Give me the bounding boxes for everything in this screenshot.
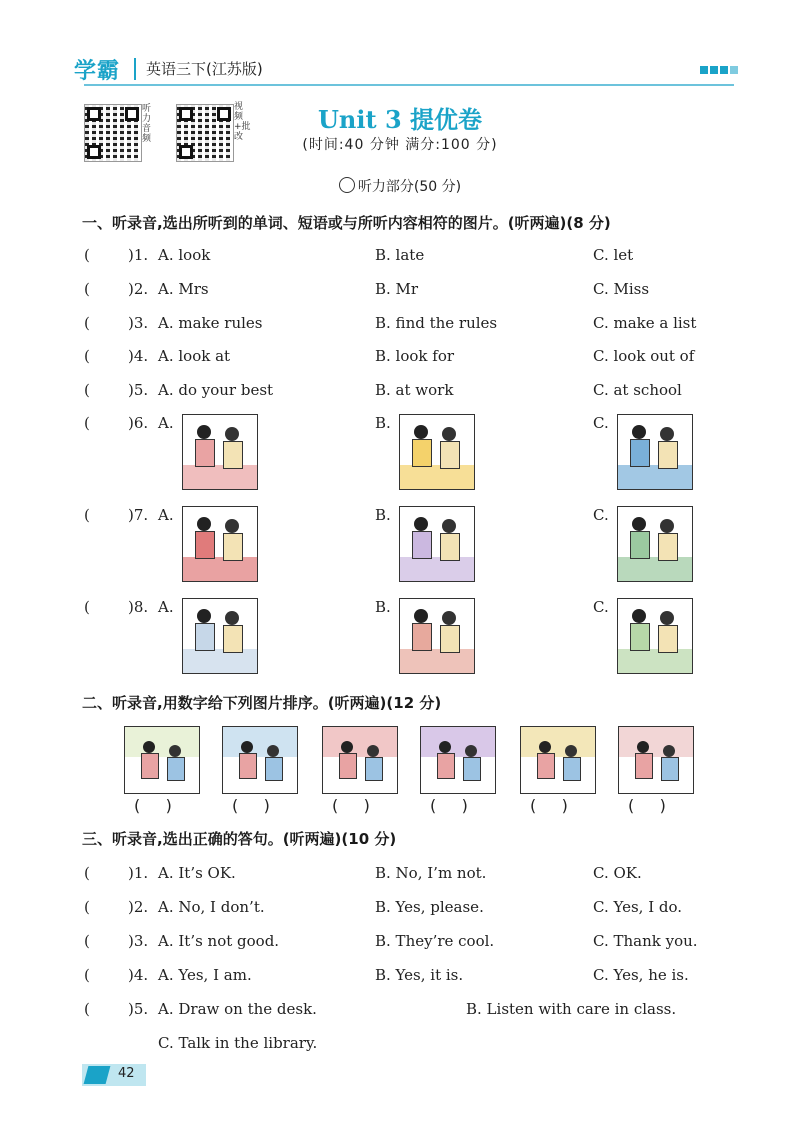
option-b: B. No, I’m not. xyxy=(375,864,487,882)
section-1-heading: 一、听录音,选出所听到的单词、短语或与所听内容相符的图片。(听两遍)(8 分) xyxy=(82,214,611,232)
question-number: )6. xyxy=(128,414,149,432)
question-row xyxy=(0,966,800,988)
question-number: )8. xyxy=(128,598,149,616)
header-square xyxy=(720,66,728,74)
option-b-label: B. xyxy=(375,414,391,432)
sequence-blank[interactable]: ( ) xyxy=(530,796,568,815)
option-c: C. Talk in the library. xyxy=(158,1034,318,1052)
header-rule xyxy=(84,84,734,86)
option-a: A. make rules xyxy=(158,314,263,332)
option-c: C. look out of xyxy=(593,347,695,365)
sequence-picture xyxy=(322,726,398,794)
answer-paren[interactable]: ( xyxy=(84,314,90,332)
question-number: )2. xyxy=(128,280,149,298)
option-picture[interactable] xyxy=(617,414,693,490)
qr-label-audio: 听力音频 xyxy=(142,104,152,144)
question-number: )7. xyxy=(128,506,149,524)
option-picture[interactable] xyxy=(182,414,258,490)
option-c-label: C. xyxy=(593,414,609,432)
option-c: C. Yes, I do. xyxy=(593,898,683,916)
option-c-label: C. xyxy=(593,506,609,524)
option-a: A. No, I don’t. xyxy=(158,898,265,916)
option-picture[interactable] xyxy=(399,414,475,490)
question-number: )4. xyxy=(128,966,149,984)
sequence-blank[interactable]: ( ) xyxy=(430,796,468,815)
option-a-label: A. xyxy=(158,506,174,524)
question-row xyxy=(0,347,800,369)
option-picture[interactable] xyxy=(617,506,693,582)
answer-paren[interactable]: ( xyxy=(84,864,90,882)
question-number: )2. xyxy=(128,898,149,916)
page-title: Unit 3 提优卷 xyxy=(318,105,482,134)
option-b: B. Mr xyxy=(375,280,419,298)
option-a: A. It’s not good. xyxy=(158,932,280,950)
option-a: A. Draw on the desk. xyxy=(158,1000,317,1018)
option-c: C. OK. xyxy=(593,864,642,882)
part-heading: 听力部分(50 分) xyxy=(0,176,800,196)
option-c: C. at school xyxy=(593,381,682,399)
option-a-label: A. xyxy=(158,414,174,432)
answer-paren[interactable]: ( xyxy=(84,932,90,950)
question-row xyxy=(0,864,800,886)
question-row xyxy=(0,932,800,954)
sequence-picture xyxy=(222,726,298,794)
qr-label-video: 视频+批改 xyxy=(234,102,251,142)
option-a: A. It’s OK. xyxy=(158,864,236,882)
question-number: )1. xyxy=(128,864,149,882)
answer-paren[interactable]: ( xyxy=(84,414,90,432)
question-row xyxy=(0,898,800,920)
question-row xyxy=(0,246,800,268)
option-b: B. late xyxy=(375,246,425,264)
answer-paren[interactable]: ( xyxy=(84,506,90,524)
option-c: C. Yes, he is. xyxy=(593,966,689,984)
option-a: A. do your best xyxy=(158,381,274,399)
sequence-picture xyxy=(420,726,496,794)
answer-paren[interactable]: ( xyxy=(84,347,90,365)
option-b: B. Yes, please. xyxy=(375,898,484,916)
answer-paren[interactable]: ( xyxy=(84,246,90,264)
question-number: )1. xyxy=(128,246,149,264)
option-c-label: C. xyxy=(593,598,609,616)
option-a: A. Yes, I am. xyxy=(158,966,252,984)
option-c: C. Miss xyxy=(593,280,650,298)
option-b: B. look for xyxy=(375,347,455,365)
option-b: B. at work xyxy=(375,381,454,399)
sequence-blank[interactable]: ( ) xyxy=(332,796,370,815)
answer-paren[interactable]: ( xyxy=(84,966,90,984)
option-b-label: B. xyxy=(375,506,391,524)
option-a: A. Mrs xyxy=(158,280,209,298)
exam-info: (时间:40 分钟 满分:100 分) xyxy=(302,137,498,153)
question-row xyxy=(0,1000,800,1022)
sequence-picture xyxy=(124,726,200,794)
option-picture[interactable] xyxy=(399,598,475,674)
option-picture[interactable] xyxy=(182,598,258,674)
option-picture[interactable] xyxy=(182,506,258,582)
question-number: )4. xyxy=(128,347,149,365)
header-square xyxy=(700,66,708,74)
option-b: B. Listen with care in class. xyxy=(466,1000,677,1018)
question-row xyxy=(0,314,800,336)
option-c: C. let xyxy=(593,246,634,264)
sequence-blank[interactable]: ( ) xyxy=(134,796,172,815)
question-number: )3. xyxy=(128,314,149,332)
option-a: A. look at xyxy=(158,347,231,365)
brand-logo: 学霸 xyxy=(74,59,121,84)
answer-paren[interactable]: ( xyxy=(84,898,90,916)
answer-paren[interactable]: ( xyxy=(84,598,90,616)
option-b: B. Yes, it is. xyxy=(375,966,464,984)
question-number: )5. xyxy=(128,1000,149,1018)
answer-paren[interactable]: ( xyxy=(84,280,90,298)
question-number: )3. xyxy=(128,932,149,950)
option-c: C. Thank you. xyxy=(593,932,698,950)
question-row xyxy=(0,280,800,302)
headphone-icon xyxy=(339,177,355,193)
option-a: A. look xyxy=(158,246,211,264)
question-row xyxy=(0,381,800,403)
header-square xyxy=(730,66,738,74)
option-c: C. make a list xyxy=(593,314,697,332)
sequence-blank[interactable]: ( ) xyxy=(628,796,666,815)
brand-divider xyxy=(134,58,136,80)
section-2-heading: 二、听录音,用数字给下列图片排序。(听两遍)(12 分) xyxy=(82,694,442,712)
option-b-label: B. xyxy=(375,598,391,616)
option-b: B. They’re cool. xyxy=(375,932,495,950)
option-picture[interactable] xyxy=(399,506,475,582)
answer-paren[interactable]: ( xyxy=(84,1000,90,1018)
answer-paren[interactable]: ( xyxy=(84,381,90,399)
question-number: )5. xyxy=(128,381,149,399)
page-number: 42 xyxy=(118,1066,135,1081)
option-a-label: A. xyxy=(158,598,174,616)
section-3-heading: 三、听录音,选出正确的答句。(听两遍)(10 分) xyxy=(82,830,397,848)
option-b: B. find the rules xyxy=(375,314,498,332)
sequence-blank[interactable]: ( ) xyxy=(232,796,270,815)
sequence-picture xyxy=(618,726,694,794)
book-title: 英语三下(江苏版) xyxy=(146,60,263,78)
header-square xyxy=(710,66,718,74)
sequence-picture xyxy=(520,726,596,794)
option-picture[interactable] xyxy=(617,598,693,674)
